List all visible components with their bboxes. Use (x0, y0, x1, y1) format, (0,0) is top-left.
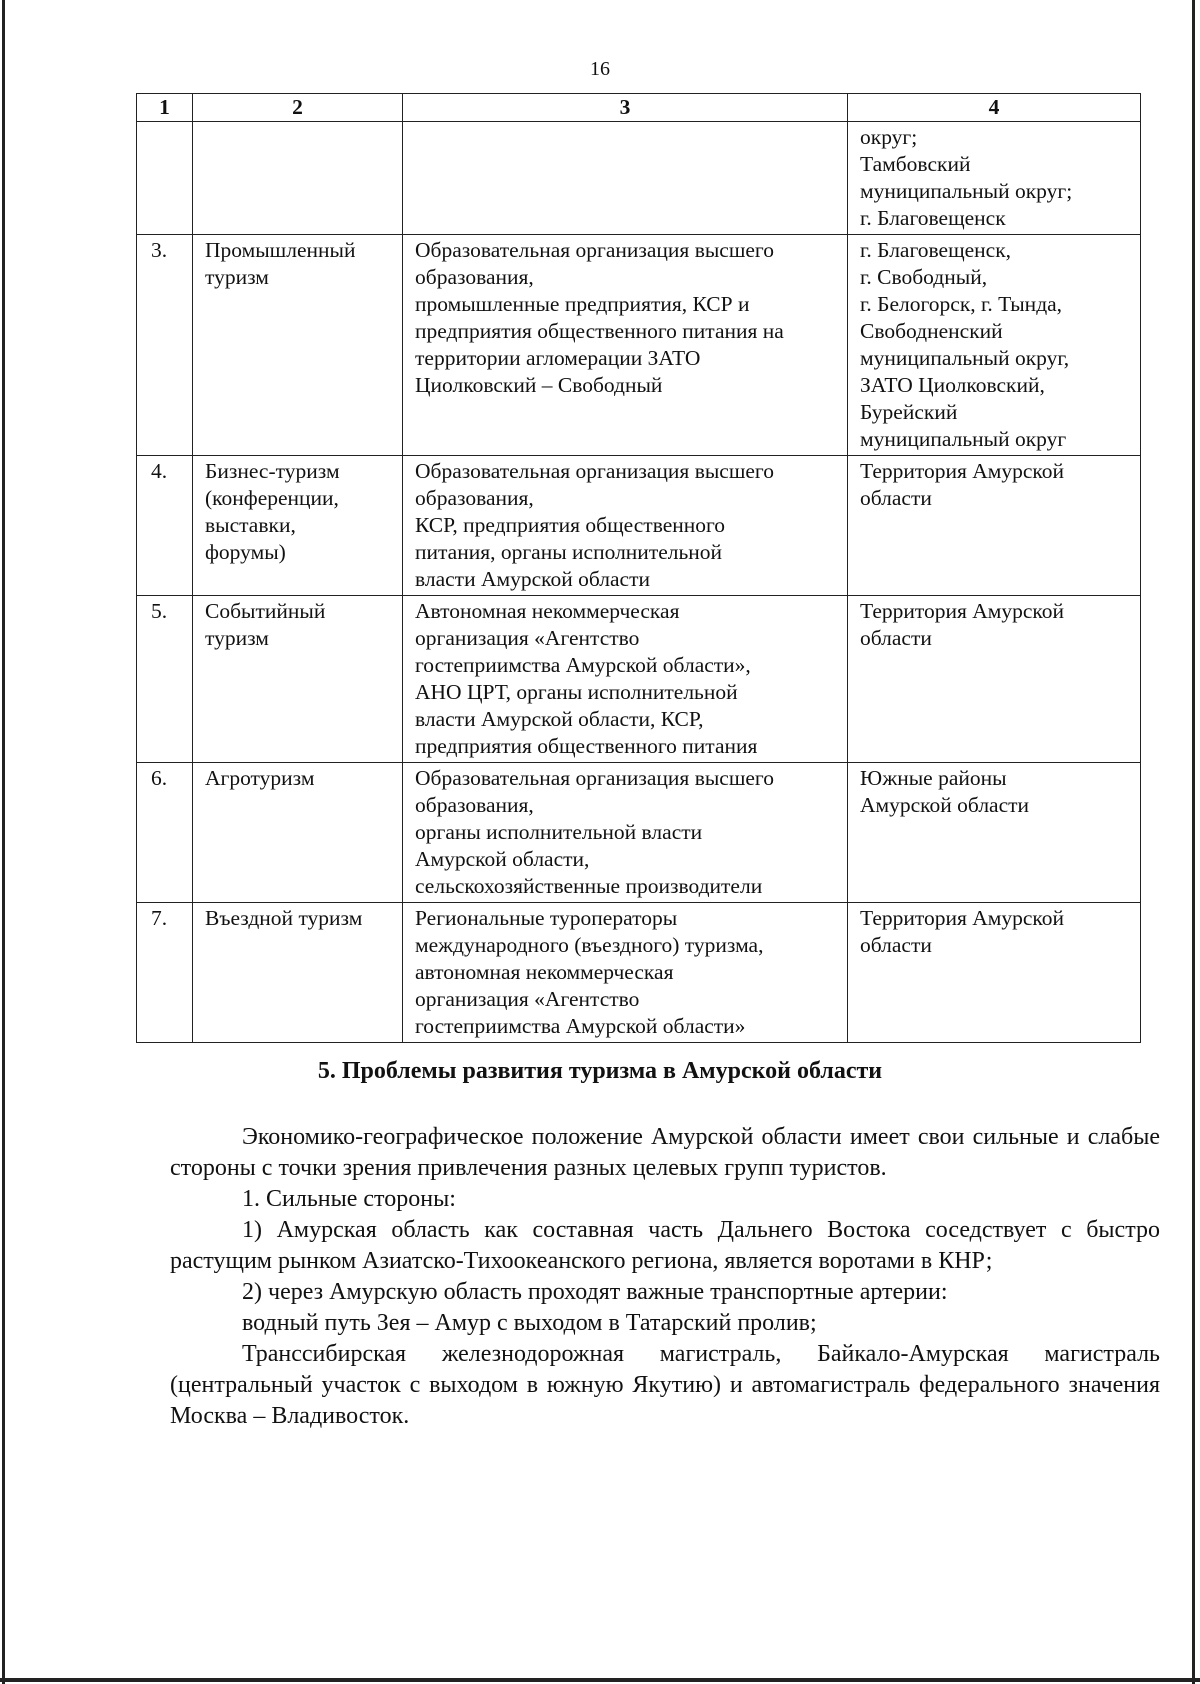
header-cell-2: 2 (193, 94, 403, 122)
table-row (137, 596, 1141, 763)
cell-territory-line: Амурской области (860, 793, 1030, 817)
cell-organizations-line: территории агломерации ЗАТО (415, 346, 701, 370)
cell-territory-line: Территория Амурской (860, 459, 1065, 483)
cell-territory-line: области (860, 626, 932, 650)
cell-organizations-line: автономная некоммерческая (415, 960, 674, 984)
cell-number (137, 122, 193, 235)
cell-organizations-line: организация «Агентство (415, 626, 640, 650)
table-header-row (137, 94, 1141, 122)
cell-territory-line: г. Белогорск, г. Тында, (860, 292, 1063, 316)
cell-organizations (403, 122, 848, 235)
cell-organizations (403, 763, 848, 903)
cell-territory-line: Территория Амурской (860, 599, 1065, 623)
header-cell-1: 1 (137, 94, 193, 122)
cell-tourism-type-line: Событийный (205, 599, 326, 623)
cell-organizations-line: организация «Агентство (415, 987, 640, 1011)
cell-territory-line: муниципальный округ; (860, 179, 1073, 203)
cell-territory-line: муниципальный округ, (860, 346, 1070, 370)
cell-organizations-line: питания, органы исполнительной (415, 540, 723, 564)
cell-organizations-line: Образовательная организация высшего (415, 238, 774, 262)
cell-tourism-type-line: форумы) (205, 540, 286, 564)
cell-territory-line: округ; (860, 125, 918, 149)
cell-organizations (403, 456, 848, 596)
cell-organizations-line: гостеприимства Амурской области», (415, 653, 751, 677)
cell-organizations-line: КСР, предприятия общественного (415, 513, 726, 537)
cell-territory-line: г. Благовещенск (860, 206, 1006, 230)
table-row (137, 763, 1141, 903)
cell-organizations-line: предприятия общественного питания на (415, 319, 784, 343)
paragraph-intro: Экономико-географическое положение Амурской области имеет свои сильные и слабые стороны с точки зрения привлечения разных целевых групп туристов. (170, 1124, 1160, 1181)
cell-organizations-line: международного (въездного) туризма, (415, 933, 764, 957)
cell-tourism-type (193, 122, 403, 235)
cell-number: 6. (137, 763, 193, 903)
cell-tourism-type (193, 903, 403, 1043)
cell-territory-line: Территория Амурской (860, 906, 1065, 930)
page-border-bottom (0, 1678, 1200, 1682)
cell-tourism-type-line: туризм (205, 265, 269, 289)
cell-territory (848, 903, 1141, 1043)
cell-organizations-line: сельскохозяйственные производители (415, 874, 763, 898)
cell-organizations-line: Автономная некоммерческая (415, 599, 680, 623)
cell-organizations-line: Амурской области, (415, 847, 590, 871)
cell-tourism-type-line: Въездной туризм (205, 906, 363, 930)
cell-territory (848, 596, 1141, 763)
cell-tourism-type-line: Бизнес-туризм (205, 459, 340, 483)
cell-territory-line: Южные районы (860, 766, 1007, 790)
paragraph-waterway: водный путь Зея – Амур с выходом в Татарский пролив; (242, 1310, 817, 1336)
cell-organizations-line: АНО ЦРТ, органы исполнительной (415, 680, 738, 704)
cell-organizations-line: Образовательная организация высшего (415, 766, 774, 790)
cell-number: 4. (137, 456, 193, 596)
cell-organizations-line: Образовательная организация высшего (415, 459, 774, 483)
cell-territory (848, 456, 1141, 596)
cell-territory (848, 763, 1141, 903)
cell-organizations-line: власти Амурской области, КСР, (415, 707, 704, 731)
header-cell-4: 4 (848, 94, 1141, 122)
cell-territory (848, 122, 1141, 235)
table-row (137, 122, 1141, 235)
cell-organizations (403, 235, 848, 456)
tourism-table (136, 93, 1141, 1043)
paragraph-strengths-heading: 1. Сильные стороны: (242, 1186, 456, 1212)
header-cell-3: 3 (403, 94, 848, 122)
cell-organizations-line: промышленные предприятия, КСР и (415, 292, 750, 316)
cell-territory-line: ЗАТО Циолковский, (860, 373, 1045, 397)
cell-organizations (403, 903, 848, 1043)
cell-tourism-type (193, 596, 403, 763)
page-border-right (1192, 0, 1195, 1684)
cell-organizations-line: образования, (415, 793, 534, 817)
cell-organizations-line: предприятия общественного питания (415, 734, 758, 758)
cell-tourism-type (193, 456, 403, 596)
cell-territory-line: области (860, 486, 932, 510)
cell-number: 7. (137, 903, 193, 1043)
cell-territory-line: муниципальный округ (860, 427, 1067, 451)
page-border-left (2, 0, 5, 1684)
cell-organizations-line: Региональные туроператоры (415, 906, 678, 930)
paragraph-strength-2: 2) через Амурскую область проходят важные транспортные артерии: (242, 1279, 948, 1305)
cell-organizations-line: Циолковский – Свободный (415, 373, 663, 397)
cell-organizations-line: гостеприимства Амурской области» (415, 1014, 746, 1038)
paragraph-strength-1: 1) Амурская область как составная часть Дальнего Востока соседствует с быстро растущим рынком Азиатско-Тихоокеанского региона, является воротами в КНР; (170, 1217, 1160, 1274)
cell-tourism-type-line: (конференции, (205, 486, 339, 510)
cell-organizations-line: власти Амурской области (415, 567, 650, 591)
table-row (137, 235, 1141, 456)
cell-organizations (403, 596, 848, 763)
cell-number: 5. (137, 596, 193, 763)
paragraph-railways: Транссибирская железнодорожная магистраль, Байкало-Амурская магистраль (центральный участок с выходом в южную Якутию) и автомагистраль федерального значения Москва – Владивосток. (170, 1341, 1160, 1429)
cell-tourism-type-line: выставки, (205, 513, 296, 537)
cell-territory (848, 235, 1141, 456)
cell-number: 3. (137, 235, 193, 456)
cell-organizations-line: образования, (415, 265, 534, 289)
cell-organizations-line: органы исполнительной власти (415, 820, 703, 844)
cell-territory-line: Свободненский (860, 319, 1003, 343)
cell-territory-line: области (860, 933, 932, 957)
cell-territory-line: Тамбовский (860, 152, 971, 176)
cell-tourism-type (193, 235, 403, 456)
table-row (137, 456, 1141, 596)
cell-territory-line: Бурейский (860, 400, 958, 424)
table-row (137, 903, 1141, 1043)
cell-tourism-type (193, 763, 403, 903)
cell-territory-line: г. Свободный, (860, 265, 988, 289)
section-body (170, 1122, 1160, 1432)
cell-organizations-line: образования, (415, 486, 534, 510)
cell-tourism-type-line: Агротуризм (205, 766, 315, 790)
page-number: 16 (590, 58, 610, 80)
cell-tourism-type-line: туризм (205, 626, 269, 650)
section-title: 5. Проблемы развития туризма в Амурской области (317, 1058, 883, 1084)
cell-territory-line: г. Благовещенск, (860, 238, 1012, 262)
cell-tourism-type-line: Промышленный (205, 238, 356, 262)
